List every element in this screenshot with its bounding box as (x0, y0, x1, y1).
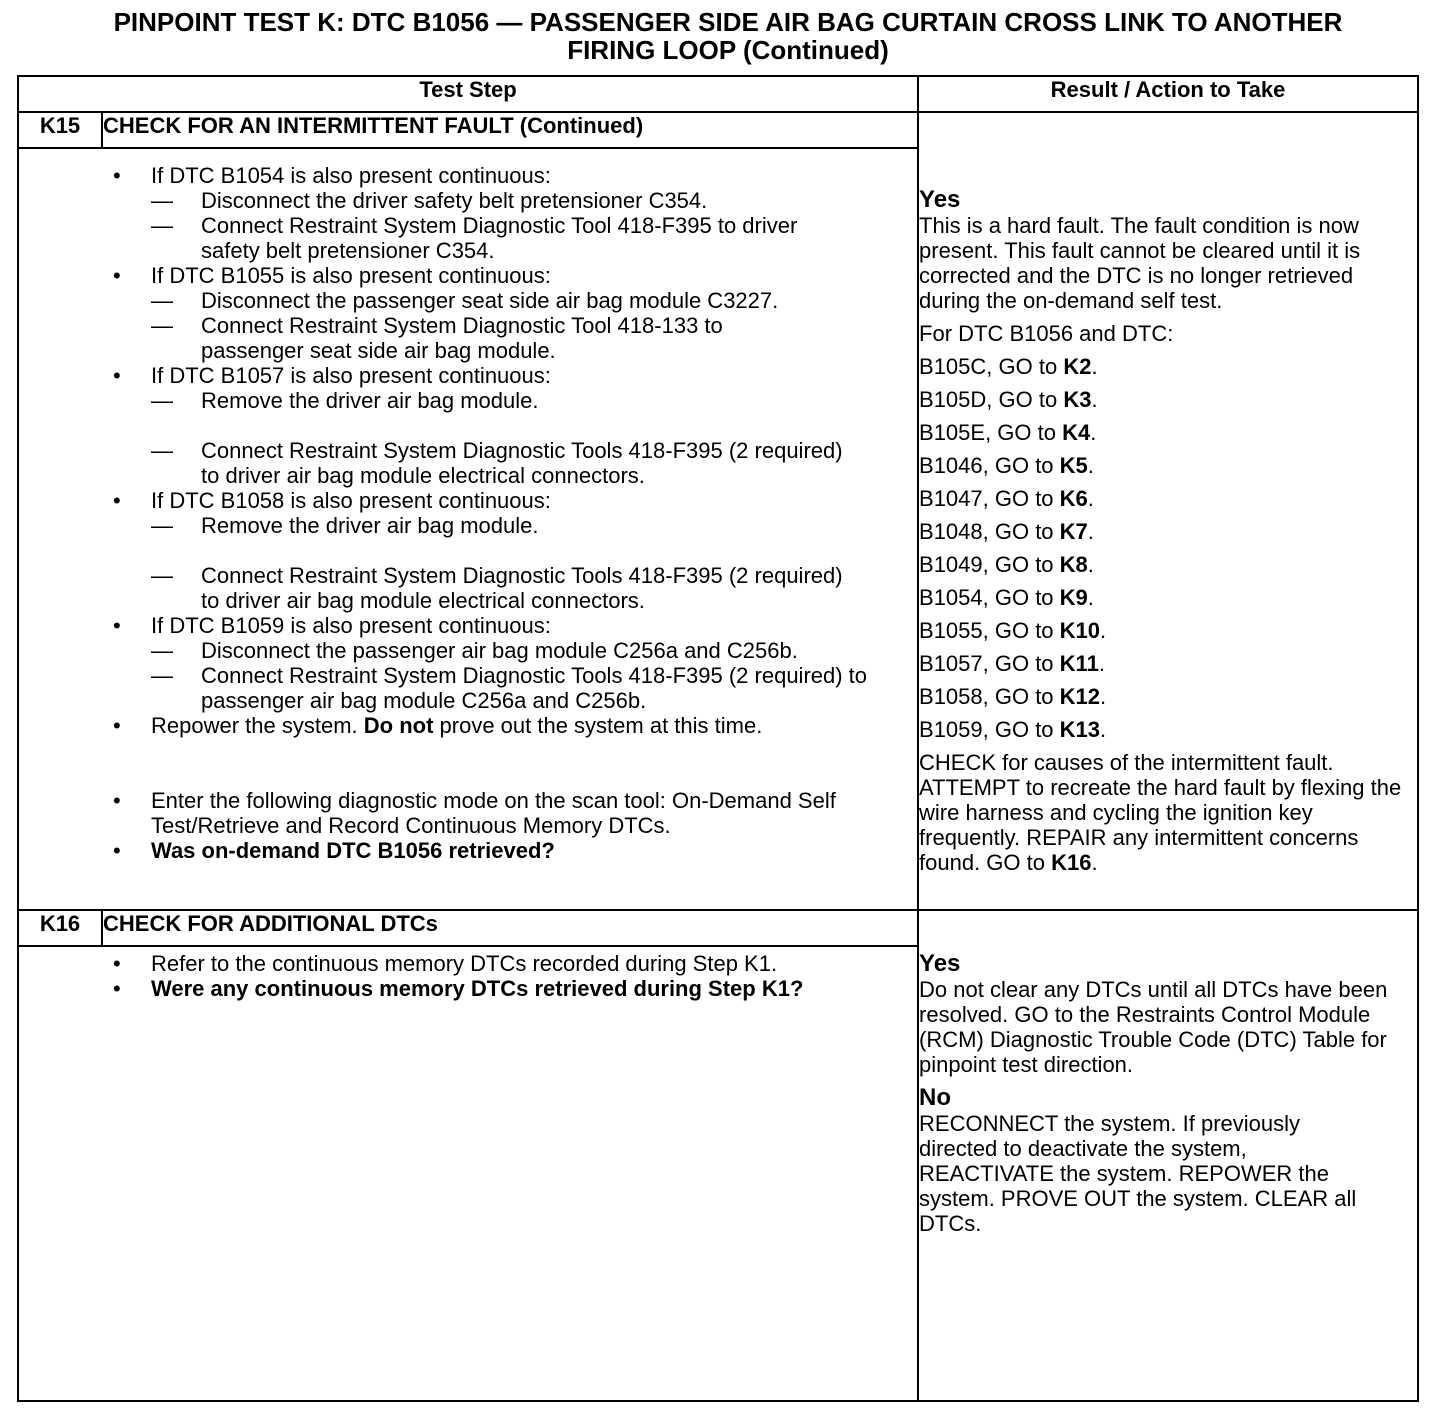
dtc-list-item: B1054, GO to K9. (919, 585, 1094, 610)
dtc-list-item: B105C, GO to K2. (919, 354, 1098, 379)
list-item: • Enter the following diagnostic mode on the scan tool: On-Demand Self Test/Retrieve and Record Continuous Memory DTCs. (19, 788, 917, 838)
list-item: — Remove the driver air bag module. (19, 513, 917, 538)
title-line-2: FIRING LOOP (Continued) (567, 35, 889, 65)
yes-text-k16: Do not clear any DTCs until all DTCs have been resolved. GO to the Restraints Control Module (RCM) Diagnostic Trouble Code (DTC) Table for pinpoint test direction. (919, 977, 1388, 1077)
list-item: — Disconnect the passenger seat side air bag module C3227. (19, 288, 917, 313)
header-test-step: Test Step (18, 76, 918, 112)
dtc-list-item: B1057, GO to K11. (919, 651, 1105, 676)
dtc-list-item: B105D, GO to K3. (919, 387, 1098, 412)
header-result: Result / Action to Take (918, 76, 1418, 112)
dtc-list-item: B1058, GO to K12. (919, 684, 1107, 709)
step-id-k15: K15 (18, 112, 102, 148)
list-item: • Refer to the continuous memory DTCs recorded during Step K1. (19, 951, 917, 976)
list-item: — Remove the driver air bag module. (19, 388, 917, 413)
dtc-list-item: B1046, GO to K5. (919, 453, 1094, 478)
step-title-k15: CHECK FOR AN INTERMITTENT FAULT (Continued) (102, 112, 918, 148)
result-k16 (918, 910, 1418, 1401)
dtc-list-item: B1055, GO to K10. (919, 618, 1107, 643)
no-action-k15: CHECK for causes of the intermittent fault. ATTEMPT to recreate the hard fault by flexing the wire harness and cycling the ignition key frequently. REPAIR any intermittent concerns found. GO to K16. (919, 750, 1402, 875)
dtc-list (919, 350, 1417, 746)
list-item: • Was on-demand DTC B1056 retrieved? (19, 838, 917, 863)
list-item: — Connect Restraint System Diagnostic Tool 418-F395 to driver safety belt pretensioner C354. (19, 213, 917, 263)
no-label-k16: No (919, 1084, 952, 1111)
list-item: — Connect Restraint System Diagnostic Tool 418-133 to passenger seat side air bag module. (19, 313, 917, 363)
step-body-k15 (18, 148, 918, 910)
list-item: • Were any continuous memory DTCs retrieved during Step K1? (19, 976, 917, 1001)
no-text-k16: RECONNECT the system. If previously directed to deactivate the system, REACTIVATE the system. REPOWER the system. PROVE OUT the system. CLEAR all DTCs. (919, 1111, 1357, 1236)
list-item: • Repower the system. Do not prove out the system at this time. (19, 713, 917, 738)
title-line-1: PINPOINT TEST K: DTC B1056 — PASSENGER SIDE AIR BAG CURTAIN CROSS LINK TO ANOTHER (113, 7, 1343, 37)
list-item: — Disconnect the passenger air bag module C256a and C256b. (19, 638, 917, 663)
yes-label-k16: Yes (919, 950, 961, 977)
list-item: — Connect Restraint System Diagnostic Tools 418-F395 (2 required) to driver air bag module electrical connectors. (19, 563, 917, 613)
dtc-list-item: B1049, GO to K8. (919, 552, 1094, 577)
list-item: — Disconnect the driver safety belt pretensioner C354. (19, 188, 917, 213)
pinpoint-test-table (17, 75, 1419, 1402)
step-id-k16: K16 (18, 910, 102, 946)
list-item: • If DTC B1059 is also present continuous: (19, 613, 917, 638)
list-item: • If DTC B1057 is also present continuous: (19, 363, 917, 388)
list-item: • If DTC B1054 is also present continuous: (19, 163, 917, 188)
list-item: • If DTC B1055 is also present continuous: (19, 263, 917, 288)
for-dtc-label: For DTC B1056 and DTC: (919, 321, 1174, 346)
list-item: — Connect Restraint System Diagnostic Tools 418-F395 (2 required) to driver air bag module electrical connectors. (19, 438, 917, 488)
result-k15 (918, 112, 1418, 910)
page-title (0, 8, 1456, 64)
yes-text-k15: This is a hard fault. The fault condition is now present. This fault cannot be cleared until it is corrected and the DTC is no longer retrieved during the on-demand self test. (919, 213, 1361, 313)
dtc-list-item: B1048, GO to K7. (919, 519, 1094, 544)
dtc-list-item: B1059, GO to K13. (919, 717, 1107, 742)
list-item: • If DTC B1058 is also present continuous: (19, 488, 917, 513)
dtc-list-item: B1047, GO to K6. (919, 486, 1094, 511)
step-title-k16: CHECK FOR ADDITIONAL DTCs (102, 910, 918, 946)
dtc-list-item: B105E, GO to K4. (919, 420, 1097, 445)
list-item: — Connect Restraint System Diagnostic Tools 418-F395 (2 required) to passenger air bag module C256a and C256b. (19, 663, 917, 713)
step-body-k16 (18, 946, 918, 1401)
yes-label-k15: Yes (919, 186, 961, 213)
